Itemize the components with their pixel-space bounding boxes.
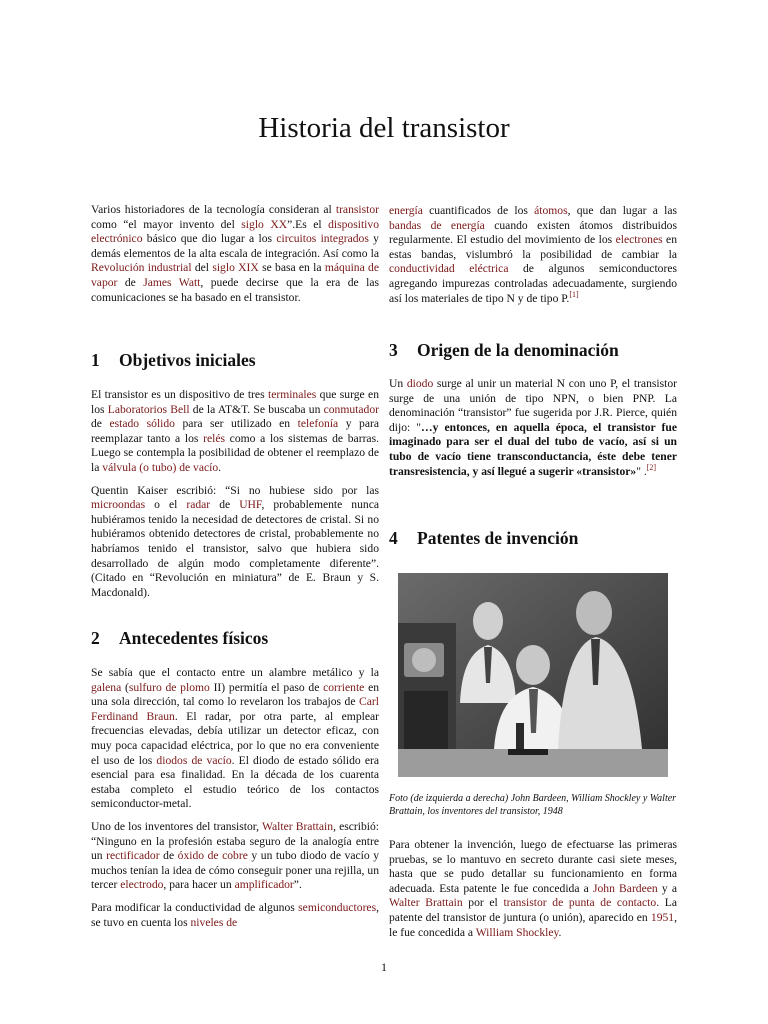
text-run: Para modificar la conductividad de algunos	[91, 900, 299, 914]
section-2-heading	[91, 628, 268, 649]
text-run: " .	[636, 464, 647, 478]
right-column	[389, 204, 677, 314]
inventors-photo-illustration	[398, 573, 668, 777]
text-run: . El radar, por otra parte, al emplear frecuencias elevadas, debía utilizar un detector eficaz, con muy poca capacidad eléctrica, por lo que no era conveniente el uso de los	[91, 709, 379, 767]
text-run: cuantificados de los	[422, 204, 535, 217]
paragraph	[389, 838, 677, 940]
text-run: Quentin Kaiser escribió: “Si no hubiese sido por las	[91, 483, 379, 497]
text-run: y a	[657, 881, 677, 895]
wiki-link[interactable]: galena	[91, 680, 122, 694]
text-run: del	[191, 261, 213, 275]
wiki-link[interactable]: Laboratorios Bell	[107, 402, 190, 416]
left-column	[91, 203, 379, 313]
text-run: Se sabía que el contacto entre un alambre metálico y la	[91, 666, 379, 679]
wiki-link[interactable]: diodos de vacío	[156, 753, 232, 767]
wiki-link[interactable]: siglo XX	[241, 217, 288, 231]
section-title: Patentes de invención	[417, 528, 579, 548]
text-run: Para obtener la invención, luego de efectuarse las primeras pruebas, se lo mantuvo en secreto durante casi siete meses, hasta que se pudo detallar su funcionamiento en forma adecuada. Esta patente le fue concedida a	[389, 838, 677, 895]
text-run: .	[218, 460, 222, 474]
wiki-link[interactable]: microondas	[91, 498, 146, 512]
wiki-link[interactable]: Walter Brattain	[261, 819, 334, 833]
section-number: 3	[389, 340, 398, 360]
section-number: 2	[91, 628, 100, 648]
text-run: por el	[462, 896, 504, 910]
text-run: , que dan lugar a las	[567, 204, 678, 217]
wiki-link[interactable]: diodo	[406, 377, 434, 390]
text-run: , puede decirse que la era de las comunicaciones se ha basado en el transistor.	[91, 275, 379, 304]
text-run: básico que dio lugar a los	[142, 232, 277, 246]
text-run: surge al unir un material N con uno P, el transistor surge de una unión de tipo NPN, o bien PNP. La denominación “transistor” fue sugerida por J.R. Pierce, quién dijo: "	[389, 377, 677, 434]
text-run: II) permitía el paso de	[209, 680, 324, 694]
page-title: Historia del transistor	[258, 112, 510, 144]
text-run: .	[558, 925, 562, 939]
text-run: El transistor es un dispositivo de tres	[91, 388, 268, 401]
section-3-heading	[389, 340, 619, 361]
text-run: , le fue concedida a	[389, 910, 677, 939]
text-run: Un	[389, 377, 407, 390]
text-run: de algunos semiconductores agregando impurezas controladas adecuadamente, surgiendo así los materiales de tipo N y de tipo P.	[389, 262, 677, 305]
text-run: que surge en los	[91, 388, 379, 416]
section-title: Origen de la denominación	[417, 340, 619, 360]
wiki-link[interactable]: transistor	[335, 203, 379, 216]
text-run: y un tubo diodo de vacío y muchos tenían la idea de cómo conseguir poner una rejilla, un tercer	[91, 849, 380, 892]
text-run: , para hacer un	[163, 878, 235, 892]
page-number: 1	[381, 960, 387, 974]
section-number: 1	[91, 350, 100, 370]
text-run: como “el mayor invento del	[91, 217, 242, 231]
wiki-link[interactable]: 1951	[650, 910, 675, 924]
wiki-link[interactable]: UHF	[239, 498, 262, 512]
wiki-link[interactable]: válvula (o tubo) de vacío	[102, 460, 219, 474]
text-run: de	[117, 275, 144, 289]
section-4-body	[389, 838, 677, 948]
paragraph	[389, 377, 677, 479]
text-run: se basa en la	[258, 261, 325, 275]
wiki-link[interactable]: terminales	[267, 388, 317, 401]
wiki-link[interactable]: conmutador	[323, 402, 379, 416]
text-run: de	[159, 849, 178, 863]
section-title: Antecedentes físicos	[119, 628, 269, 648]
text-run: en estas bandas, vislumbró la posibilidad de cambiar la	[389, 233, 677, 261]
wiki-link[interactable]: John Bardeen	[592, 881, 658, 895]
text-run: , se tuvo en cuenta los	[91, 900, 379, 929]
wiki-link[interactable]: niveles de	[190, 915, 238, 929]
wiki-link[interactable]: bandas de energía	[389, 218, 485, 232]
citation-link[interactable]: [2]	[646, 462, 657, 472]
wiki-link[interactable]: amplificador	[234, 878, 294, 892]
text-run: o el	[145, 498, 187, 512]
text-run: de	[210, 498, 240, 512]
section-number: 4	[389, 528, 398, 548]
wiki-link[interactable]: Walter Brattain	[389, 896, 463, 910]
text-run: para ser utilizado en	[174, 417, 298, 431]
citation	[647, 463, 656, 472]
text-run: ”.Es el	[287, 217, 329, 231]
wiki-link[interactable]: sulfuro de plomo	[128, 680, 210, 694]
wiki-link[interactable]: máquina de vapor	[91, 261, 379, 289]
paragraph	[91, 388, 379, 476]
paragraph	[91, 666, 379, 812]
wiki-link[interactable]: semiconductores	[298, 900, 377, 914]
wiki-link[interactable]: corriente	[323, 680, 365, 694]
wiki-link[interactable]: átomos	[534, 204, 568, 217]
wiki-link[interactable]: energía	[389, 204, 423, 217]
wiki-link[interactable]: estado sólido	[109, 417, 175, 431]
wiki-link[interactable]: radar	[186, 498, 211, 512]
text-run: como a los sistemas de barras. Luego se contempla la posibilidad de obtener el reemplazo de la	[91, 431, 379, 474]
text-run: Varios historiadores de la tecnología consideran al	[91, 203, 336, 216]
paragraph	[389, 204, 677, 306]
wiki-link[interactable]: dispositivo electrónico	[91, 217, 379, 246]
section-title: Objetivos iniciales	[119, 350, 256, 370]
section-1-body	[91, 388, 379, 608]
wiki-link[interactable]: rectificador	[106, 849, 160, 863]
text-run: de la AT&T. Se buscaba un	[189, 402, 324, 416]
wiki-link[interactable]: electrodo	[120, 878, 164, 892]
wiki-link[interactable]: telefonía	[297, 417, 339, 431]
wiki-link[interactable]: electrones	[615, 233, 663, 247]
citation-link[interactable]: [1]	[569, 289, 579, 299]
text-run: y para reemplazar tanto a los	[91, 417, 379, 445]
text-run: cuando existen átomos distribuidos regularmente. El estudio del movimiento de los	[389, 218, 677, 247]
text-run: (	[121, 680, 129, 694]
intro-paragraph	[91, 203, 379, 305]
text-run: de	[91, 417, 110, 431]
wiki-link[interactable]: Revolución industrial	[91, 261, 192, 275]
section-1-heading	[91, 350, 256, 371]
photo-caption: Foto (de izquierda a derecha) John Bardeen, William Shockley y Walter Brattain, los inventores del transistor, 1948	[389, 793, 677, 817]
text-run: y demás elementos de la alta escala de integración. Así como la	[91, 232, 379, 260]
text-run: en una sola dirección, tal como lo revelaron los trabajos de	[91, 680, 380, 709]
wiki-link[interactable]: óxido de cobre	[177, 849, 248, 863]
wiki-link[interactable]: James Watt	[143, 275, 201, 289]
text-run: . La patente del transistor de juntura (o unión), aparecido en	[389, 896, 677, 924]
section-2-body	[91, 666, 379, 938]
wiki-link[interactable]: conductividad eléctrica	[389, 262, 509, 276]
wiki-link[interactable]: circuitos integrados	[276, 232, 369, 246]
citation	[569, 290, 578, 299]
paragraph	[91, 484, 379, 601]
text-run: , probablemente nunca hubiéramos tenido la necesidad de detectores de cristal. Si no hubiéramos obtenido detectores de cristal, probablemente no habríamos tenido el transistor, salvo que hubiera sido desarrollado de algún modo completamente diferente”. (Citado en “Revolución en miniatura” de E. Braun y S. Macdonald).	[91, 498, 379, 599]
quote-text: …y entonces, en aquella época, el transistor fue imaginado para ser el dual del tubo de vacío, así si un tubo de vacío tiene transconductancia, éste debe tener transresistencia, y así llegué a sugerir «transistor»	[389, 420, 677, 478]
wiki-link[interactable]: siglo XIX	[212, 261, 259, 275]
inventors-photo	[398, 573, 668, 777]
wiki-link[interactable]: Carl Ferdinand Braun	[91, 695, 379, 723]
text-run: ”.	[293, 878, 302, 892]
text-run: Uno de los inventores del transistor,	[91, 819, 262, 833]
wiki-link[interactable]: relés	[203, 431, 225, 445]
text-run: , escribió: “Ninguno en la profesión estaba seguro de la analogía entre un	[91, 819, 379, 863]
section-4-heading	[389, 528, 578, 549]
section-3-body	[389, 377, 677, 487]
wiki-link[interactable]: transistor de punta de contacto	[503, 896, 657, 910]
paragraph	[91, 901, 379, 930]
text-run: . El diodo de estado sólido era esencial para esa finalidad. En la década de los cuarenta estaba completo el estudio teórico de los contactos semiconductor-metal.	[91, 753, 379, 811]
wiki-link[interactable]: William Shockley	[475, 925, 559, 939]
paragraph	[91, 820, 379, 893]
